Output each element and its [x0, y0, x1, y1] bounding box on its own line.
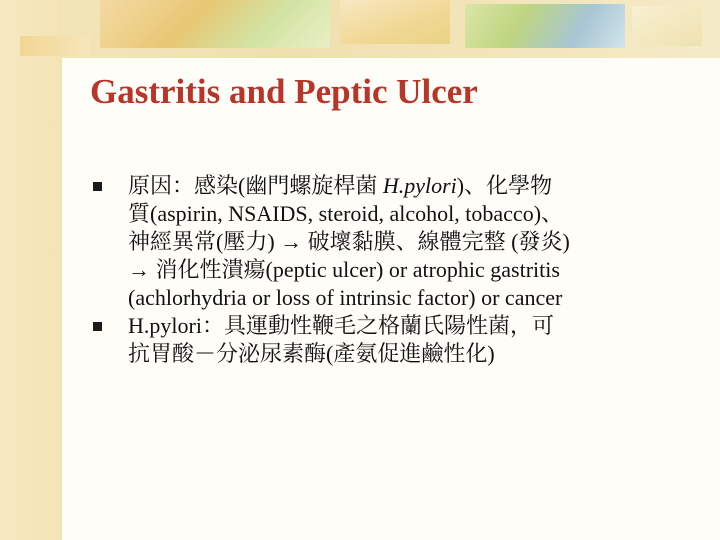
decorative-image-tile: [340, 0, 450, 44]
decorative-image-tile: [632, 6, 702, 46]
bullet-line: H.pylori：具運動性鞭毛之格蘭氏陽性菌，可: [128, 313, 554, 338]
bullet-square-icon: [93, 182, 102, 191]
line-segment: 原因：感染(幽門螺旋桿菌: [128, 173, 383, 198]
bullet-line: (achlorhydria or loss of intrinsic factor) or cancer: [128, 285, 563, 310]
bullet-list: [90, 172, 700, 368]
decorative-image-tile: [100, 0, 330, 48]
bullet-line: 抗胃酸－分泌尿素酶(產氨促進鹼性化): [128, 341, 495, 366]
bullet-line: 質(aspirin, NSAIDS, steroid, alcohol, tobacco)、: [128, 201, 564, 226]
bullet-line: 神經異常(壓力) → 破壞黏膜、線體完整 (發炎): [128, 229, 570, 254]
decorative-image-tile: [465, 4, 625, 48]
left-decorative-band: [0, 0, 62, 540]
bullet-line: [128, 172, 700, 200]
line-segment: )、化學物: [456, 173, 553, 198]
bullet-square-icon: [93, 322, 102, 331]
bullet-item: [90, 312, 700, 368]
decorative-image-tile: [20, 36, 90, 56]
bullet-item: [90, 172, 700, 312]
slide-title: Gastritis and Peptic Ulcer: [90, 72, 478, 111]
bullet-line: → 消化性潰瘍(peptic ulcer) or atrophic gastritis: [128, 257, 560, 282]
line-segment-italic: H.pylori: [382, 173, 457, 198]
